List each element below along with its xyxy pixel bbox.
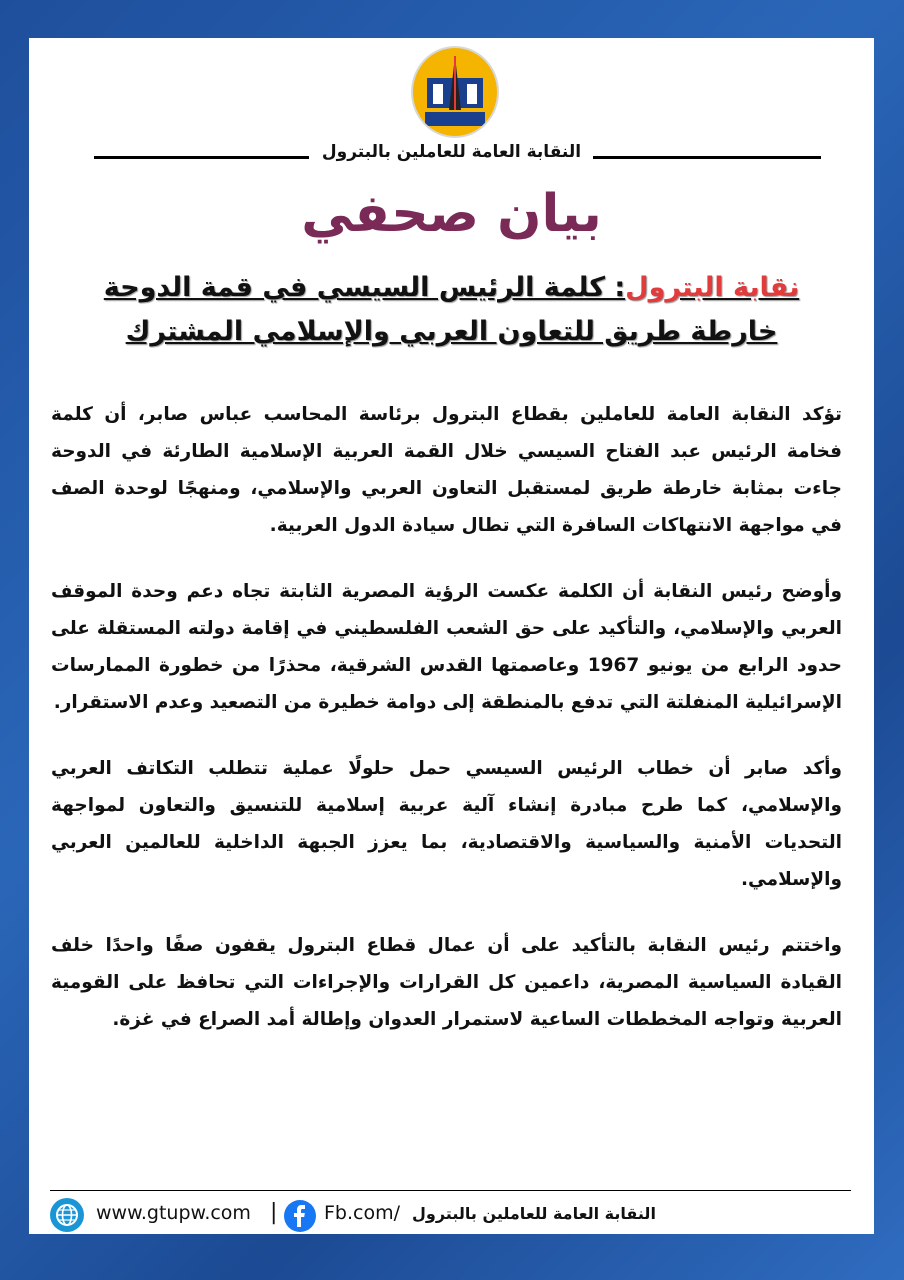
union-name-text: النقابة العامة للعاملين بالبترول	[314, 142, 589, 162]
body-text	[51, 396, 842, 1067]
press-release-page	[29, 38, 874, 1234]
footer-rule	[50, 1190, 851, 1191]
headline-prefix: نقابة البترول	[625, 272, 800, 303]
paragraph: تؤكد النقابة العامة للعاملين بقطاع البترول برئاسة المحاسب عباس صابر، أن كلمة فخامة الرئيس عبد الفتاح السيسي خلال القمة العربية الإسلامية الطارئة في الدوحة جاءت بمثابة خارطة طريق لمستقبل التعاون العربي والإسلامي، ومنهجًا لوحدة الصف في مواجهة الانتهاكات السافرة التي تطال سيادة الدول العربية.	[51, 404, 842, 536]
headline-line-1-rest: : كلمة الرئيس السيسي في قمة الدوحة	[103, 272, 626, 303]
union-name	[29, 142, 874, 162]
globe-icon	[50, 1198, 84, 1232]
headline-line-1	[69, 266, 834, 310]
footer-separator: |	[270, 1200, 278, 1225]
press-release-title: بيان صحفي	[301, 184, 602, 244]
headline-line-2: خارطة طريق للتعاون العربي والإسلامي المشترك	[125, 316, 778, 347]
headline	[69, 266, 834, 354]
facebook-page-name: النقابة العامة للعاملين بالبترول	[412, 1204, 656, 1223]
paragraph: واختتم رئيس النقابة بالتأكيد على أن عمال قطاع البترول يقفون صفًا واحدًا خلف القيادة السياسية المصرية، داعمين كل القرارات والإجراءات التي تحافظ على القومية العربية وتواجه المخططات الساعية لاستمرار العدوان وإطالة أمد الصراع في غزة.	[51, 935, 842, 1030]
website-link[interactable]: www.gtupw.com	[96, 1202, 251, 1224]
facebook-link[interactable]: Fb.com/	[324, 1202, 401, 1224]
footer	[50, 1198, 851, 1234]
facebook-icon[interactable]	[284, 1200, 316, 1232]
paragraph: وأوضح رئيس النقابة أن الكلمة عكست الرؤية المصرية الثابتة تجاه دعم وحدة الموقف العربي والإسلامي، والتأكيد على حق الشعب الفلسطيني في إقامة دولته المستقلة على حدود الرابع من يونيو 1967 وعاصمتها القدس الشرقية، محذرًا من خطورة الممارسات الإسرائيلية المنفلتة التي تدفع بالمنطقة إلى دوامة خطيرة من التصعيد وعدم الاستقرار.	[51, 581, 842, 713]
paragraph: وأكد صابر أن خطاب الرئيس السيسي حمل حلولًا عملية تتطلب التكاتف العربي والإسلامي، كما طرح مبادرة إنشاء آلية عربية إسلامية للتنسيق والتعاون لمواجهة التحديات الأمنية والسياسية والاقتصادية، بما يعزز الجبهة الداخلية للعالمين العربي والإسلامي.	[51, 758, 842, 890]
union-logo	[411, 46, 499, 138]
